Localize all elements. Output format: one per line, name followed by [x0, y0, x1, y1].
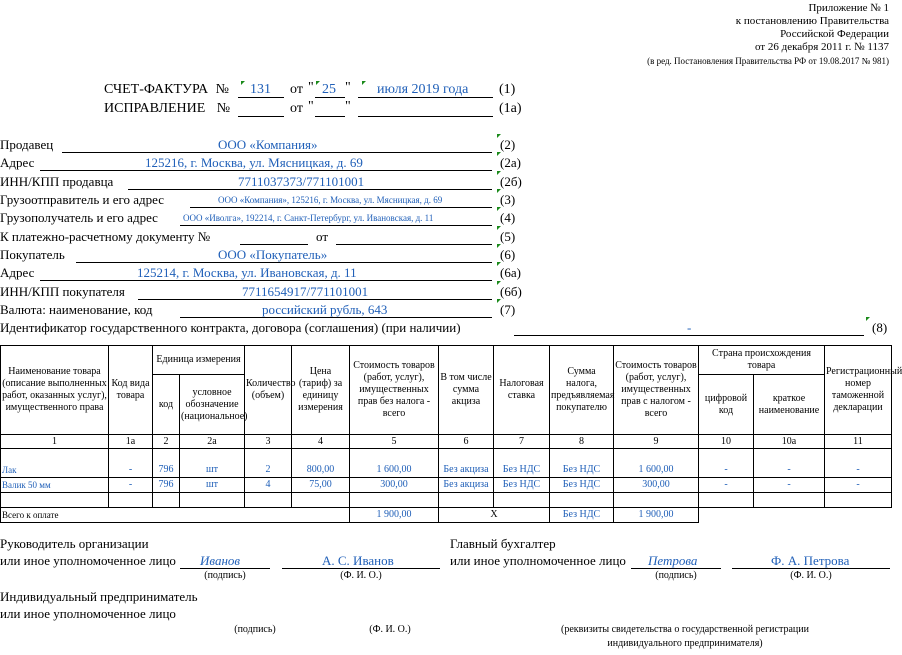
header-c9: Стоимость товаров (работ, услуг), имущественных прав с налогом - всего: [614, 346, 699, 435]
seller-inn-label: ИНН/КПП продавца: [0, 174, 114, 189]
table-empty-row: [1, 493, 892, 508]
ie-sign-caption: (подпись): [234, 624, 276, 635]
row-declaration: -: [825, 463, 892, 478]
total-excise: X: [439, 508, 550, 523]
row-tax-rate: Без НДС: [494, 463, 550, 478]
payment-doc-label: К платежно-расчетному документу №: [0, 229, 211, 244]
table-row: [1, 478, 892, 493]
ie-label-2: или иное уполномоченное лицо: [0, 606, 176, 621]
header-c2-group: Единица измерения: [153, 346, 245, 375]
row-name: Лак: [1, 463, 109, 478]
row-price: 800,00: [292, 463, 350, 478]
quote-close: ": [345, 80, 351, 95]
total-label: Всего к оплате: [1, 508, 350, 523]
table-spacer-row: [1, 449, 892, 464]
col-num: 11: [825, 435, 892, 449]
currency-label: Валюта: наименование, код: [0, 302, 153, 317]
contract-id-label: [0, 320, 514, 336]
row-tax-sum: Без НДС: [550, 463, 614, 478]
row-unit-code: 796: [153, 478, 180, 493]
head-label-2: или иное уполномоченное лицо: [0, 553, 176, 568]
row-unit-name: шт: [180, 478, 245, 493]
chief-name: Ф. А. Петрова: [771, 553, 850, 568]
table-row: [1, 463, 892, 478]
ie-name-caption: (Ф. И. О.): [369, 624, 411, 635]
buyer-inn-label: ИНН/КПП покупателя: [0, 284, 125, 299]
invoice-code-1: (1): [499, 82, 516, 97]
chief-sign-caption: (подпись): [655, 570, 697, 581]
currency-value: российский рубль, 643: [262, 302, 388, 317]
col-num: 2а: [180, 435, 245, 449]
col-num: 9: [614, 435, 699, 449]
chief-label-1: Главный бухгалтер: [450, 536, 556, 551]
column-numbers-row: [1, 435, 892, 449]
contract-id-value: -: [687, 320, 692, 335]
correction-text: ИСПРАВЛЕНИЕ: [104, 101, 206, 116]
col-num: 5: [350, 435, 439, 449]
correction-quote-open: ": [308, 99, 314, 114]
header-c8: Сумма налога, предъявляемая покупателю: [550, 346, 614, 435]
header-c10-group: Страна происхождения товара: [699, 346, 825, 375]
col-num: 8: [550, 435, 614, 449]
ie-label-1: Индивидуальный предприниматель: [0, 589, 198, 604]
head-name-caption: (Ф. И. О.): [340, 570, 382, 581]
header-c7: Налоговая ставка: [494, 346, 550, 435]
invoice-day: 25: [322, 82, 336, 97]
goods-table: [0, 345, 902, 523]
consignee-code: (4): [500, 210, 516, 225]
invoice-from-label: от: [290, 82, 303, 97]
col-num: 2: [153, 435, 180, 449]
correction-code-1a: (1а): [499, 101, 522, 116]
row-tax-rate: Без НДС: [494, 478, 550, 493]
col-num: 4: [292, 435, 350, 449]
seller-inn-value: 7711037373/771101001: [238, 174, 365, 189]
col-num: 3: [245, 435, 292, 449]
row-country-code: -: [699, 463, 754, 478]
head-label-1: Руководитель организации: [0, 536, 149, 551]
row-kind-code: -: [109, 463, 153, 478]
appendix-line4: от 26 декабря 2011 г. № 1137: [754, 41, 889, 53]
buyer-address-label: Адрес: [0, 265, 35, 280]
row-country-code: -: [699, 478, 754, 493]
row-price: 75,00: [292, 478, 350, 493]
appendix-line5: (в ред. Постановления Правительства РФ от 19.08.2017 № 981): [647, 56, 889, 66]
chief-label-2: или иное уполномоченное лицо: [450, 553, 626, 568]
buyer-value: ООО «Покупатель»: [218, 247, 328, 262]
row-cost-with-tax: 300,00: [614, 478, 699, 493]
seller-value: ООО «Компания»: [218, 137, 318, 152]
buyer-address-code: (6а): [500, 265, 521, 280]
correction-quote-close: ": [345, 99, 351, 114]
row-qty: 2: [245, 463, 292, 478]
buyer-inn-code: (6б): [500, 284, 522, 299]
seller-address-value: 125216, г. Москва, ул. Мясницкая, д. 69: [145, 155, 363, 170]
ie-reg-caption-1: (реквизиты свидетельства о государственной регистрации: [561, 624, 809, 635]
col-num: 1а: [109, 435, 153, 449]
total-with-tax: 1 900,00: [614, 508, 699, 523]
seller-inn-code: (2б): [500, 174, 522, 189]
col-num: 10а: [754, 435, 825, 449]
appendix-line1: Приложение № 1: [808, 2, 889, 14]
invoice-no-sign: №: [215, 82, 229, 97]
consignee-value: ООО «Иволга», 192214, г. Санкт-Петербург, ул. Ивановская, д. 11: [183, 213, 434, 223]
row-country-name: -: [754, 463, 825, 478]
consignor-value: ООО «Компания», 125216, г. Москва, ул. Мясницкая, д. 69: [218, 195, 443, 205]
head-sign-caption: (подпись): [204, 570, 246, 581]
correction-no-sign: №: [216, 101, 231, 116]
invoice-label: СЧЕТ-ФАКТУРА: [104, 82, 209, 97]
col-num: 1: [1, 435, 109, 449]
col-num: 7: [494, 435, 550, 449]
row-excise: Без акциза: [439, 463, 494, 478]
ie-reg-caption-2: индивидуального предпринимателя): [607, 638, 763, 649]
invoice-month-year: июля 2019 года: [377, 82, 469, 97]
chief-signature: Петрова: [648, 553, 698, 568]
row-excise: Без акциза: [439, 478, 494, 493]
header-c11: Регистрационный номер таможенной декларации: [825, 346, 892, 435]
header-c4: Цена (тариф) за единицу измерения: [292, 346, 350, 435]
consignor-label: Грузоотправитель и его адрес: [0, 192, 165, 207]
header-c2a: условное обозначение (национальное): [180, 375, 245, 435]
buyer-label: Покупатель: [0, 247, 65, 262]
head-name: А. С. Иванов: [322, 553, 394, 568]
seller-address-code: (2а): [500, 155, 521, 170]
seller-label: Продавец: [0, 137, 54, 152]
chief-name-caption: (Ф. И. О.): [790, 570, 832, 581]
total-tax: Без НДС: [550, 508, 614, 523]
buyer-inn-value: 7711654917/771101001: [242, 284, 369, 299]
currency-code: (7): [500, 302, 516, 317]
header-c1a: Код вида товара: [109, 346, 153, 435]
table-header-row-1: [1, 346, 892, 375]
seller-address-label: Адрес: [0, 155, 35, 170]
contract-id-label-text: Идентификатор государственного контракта, договора (соглашения) (при наличии): [0, 320, 461, 335]
col-num: 10: [699, 435, 754, 449]
payment-doc-from: от: [316, 229, 329, 244]
row-tax-sum: Без НДС: [550, 478, 614, 493]
row-kind-code: -: [109, 478, 153, 493]
row-cost-no-tax: 1 600,00: [350, 463, 439, 478]
seller-code: (2): [500, 137, 516, 152]
row-unit-name: шт: [180, 463, 245, 478]
header-c10: цифровой код: [699, 375, 754, 435]
contract-id-code: (8): [872, 320, 888, 335]
buyer-address-value: 125214, г. Москва, ул. Ивановская, д. 11: [137, 265, 357, 280]
quote-open: ": [308, 80, 314, 95]
head-signature: Иванов: [200, 553, 241, 568]
total-without-tax: 1 900,00: [350, 508, 439, 523]
total-row: [1, 508, 892, 523]
row-country-name: -: [754, 478, 825, 493]
row-cost-no-tax: 300,00: [350, 478, 439, 493]
col-num: 6: [439, 435, 494, 449]
appendix-line3: Российской Федерации: [780, 28, 889, 40]
correction-from-label: от: [290, 101, 303, 116]
consignor-code: (3): [500, 192, 516, 207]
header-c2: код: [153, 375, 180, 435]
header-c1: Наименование товара (описание выполненных работ, оказанных услуг), имущественного права: [1, 346, 109, 435]
header-c3: Количество (объем): [245, 346, 292, 435]
header-c6: В том числе сумма акциза: [439, 346, 494, 435]
correction-label: [104, 101, 230, 117]
buyer-code: (6): [500, 247, 516, 262]
invoice-number: 131: [250, 82, 271, 97]
header-c10a: краткое наименование: [754, 375, 825, 435]
row-name: Валик 50 мм: [1, 478, 109, 493]
row-qty: 4: [245, 478, 292, 493]
payment-doc-code: (5): [500, 229, 516, 244]
appendix-line2: к постановлению Правительства: [735, 15, 889, 27]
invoice-title: [104, 82, 229, 98]
consignee-label: Грузополучатель и его адрес: [0, 210, 158, 225]
header-c5: Стоимость товаров (работ, услуг), имущественных прав без налога - всего: [350, 346, 439, 435]
row-unit-code: 796: [153, 463, 180, 478]
row-cost-with-tax: 1 600,00: [614, 463, 699, 478]
row-declaration: -: [825, 478, 892, 493]
